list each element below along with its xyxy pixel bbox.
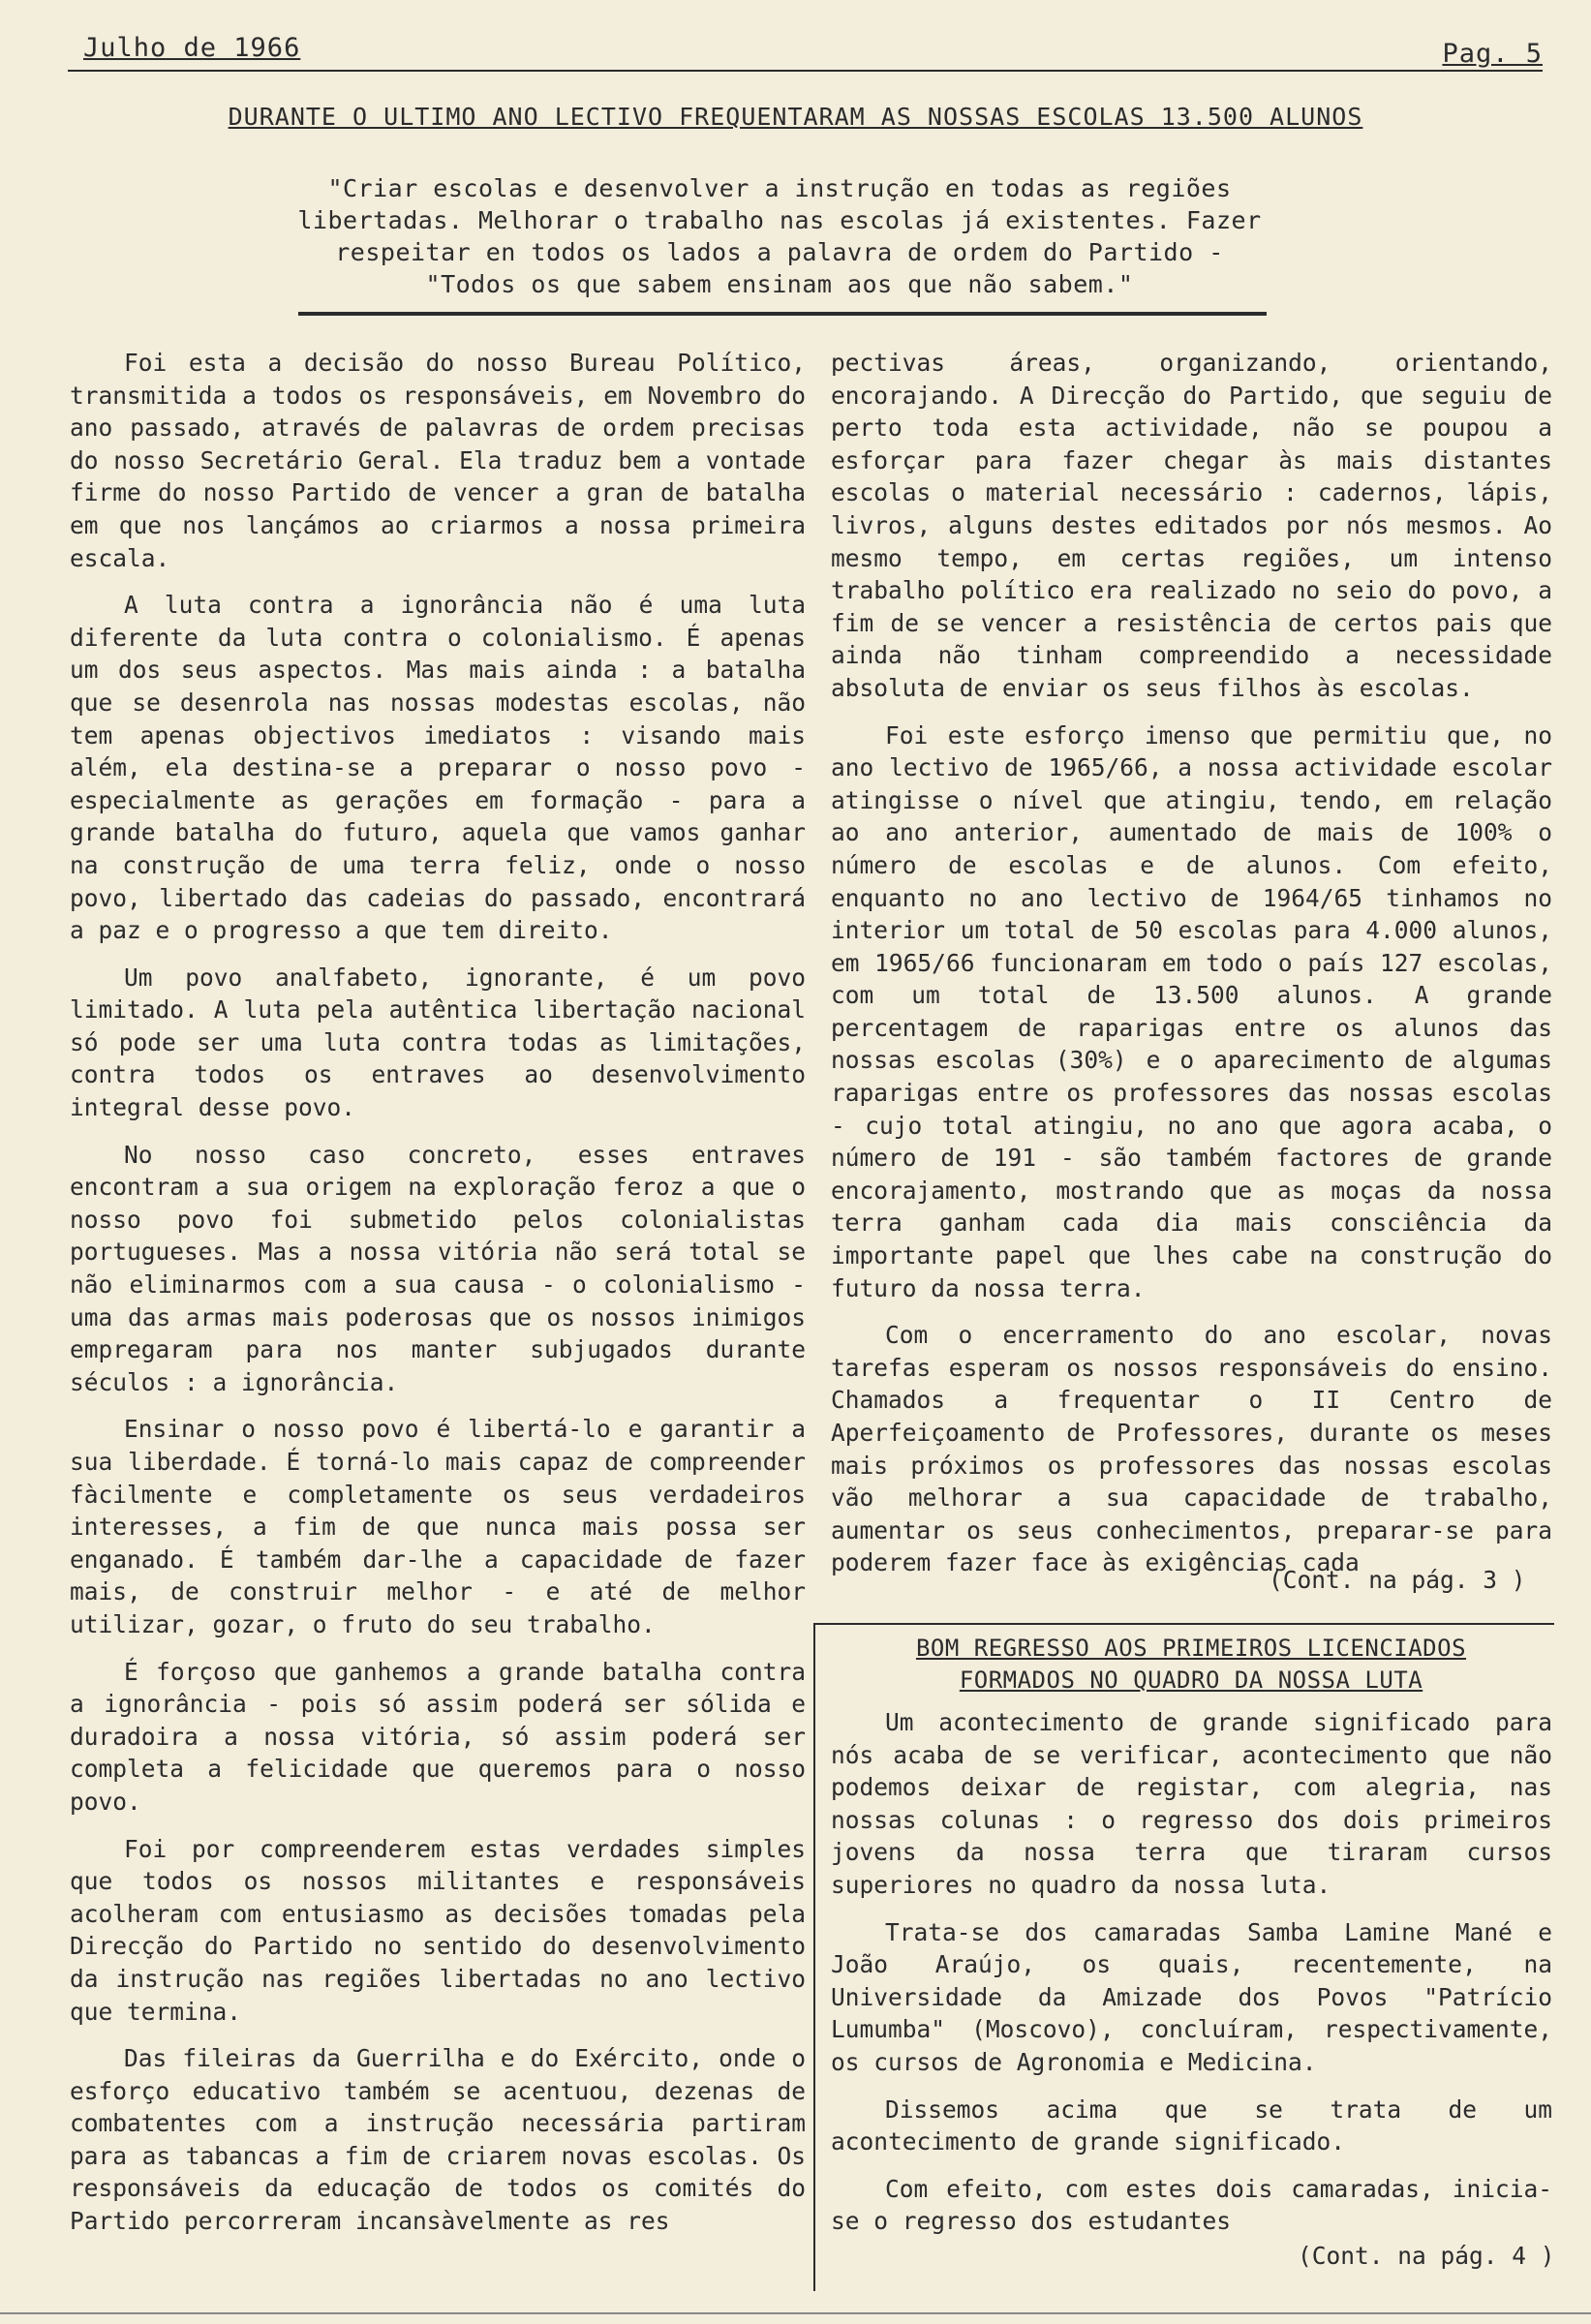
- box-article: [831, 1706, 1552, 2252]
- paragraph: Trata-se dos camaradas Samba Lamine Mané e João Araújo, os quais, recentemente, na Universidade da Amizade dos Povos "Patrício Lumumba" (Moscovo), concluíram, respectivamente, os cursos de Agronomia e Medicina.: [831, 1917, 1552, 2076]
- paragraph: Com o encerramento do ano escolar, novas tarefas esperam os nossos responsáveis do ensino. Chamados a frequentar o II Centro de Aperfeiçoamento de Professores, durante os meses mais próximos os professores das nossas escolas vão melhorar a sua capacidade de trabalho, aumentar os seus conhecimentos, preparar-se para poderem fazer face às exigências cada: [831, 1321, 1552, 1577]
- page-number: Pag. 5: [1442, 39, 1543, 69]
- paragraph: Um acontecimento de grande significado para nós acaba de se verificar, acontecimento que não podemos deixar de registar, com alegria, nas nossas colunas : o regresso dos dois primeiros jovens da nossa terra que tiraram cursos superiores no quadro da nossa luta.: [831, 1708, 1552, 1899]
- left-column: [70, 347, 806, 2252]
- box-headline-line2: FORMADOS NO QUADRO DA NOSSA LUTA: [959, 1667, 1423, 1694]
- paragraph: É forçoso que ganhemos a grande batalha contra a ignorância - pois só assim poderá ser sólida e duradoira a nossa vitória, só assim poderá ser completa a felicidade que queremos para o nosso povo.: [70, 1657, 806, 1816]
- box-border-top: [813, 1623, 1554, 1625]
- paragraph: Com efeito, com estes dois camaradas, inicia-se o regresso dos estudantes: [831, 2174, 1552, 2236]
- paragraph: Dissemos acima que se trata de um acontecimento de grande significado.: [831, 2095, 1552, 2156]
- paragraph: A luta contra a ignorância não é uma luta diferente da luta contra o colonialismo. É apenas um dos seus aspectos. Mas mais ainda : a batalha que se desenrola nas nossas modestas escolas, não tem apenas objectivos imediatos : visando mais além, ela destina-se a preparar o nosso povo - especialmente as gerações em formação - para a grande batalha do futuro, aquela que vamos ganhar na construção de uma terra feliz, onde o nosso povo, libertado das cadeias do passado, encontrará a paz e o progresso a que tem direito.: [70, 591, 806, 945]
- paragraph: Um povo analfabeto, ignorante, é um povo limitado. A luta pela autêntica libertação nacional só pode ser uma luta contra todas as limitações, contra todos os entraves ao desenvolvimento integral desse povo.: [70, 963, 806, 1122]
- paragraph: No nosso caso concreto, esses entraves encontram a sua origem na exploração feroz a que o nosso povo foi submetido pelos colonialistas portugueses. Mas a nossa vitória não será total se não eliminarmos com a sua causa - o colonialismo - uma das armas mais poderosas que os nossos inimigos empregaram para nos manter subjugados durante séculos : a ignorância.: [70, 1140, 806, 1396]
- paragraph: Das fileiras da Guerrilha e do Exército, onde o esforço educativo também se acentuou, dezenas de combatentes com a instrução necessária partiram para as tabancas a fim de criarem novas escolas. Os responsáveis da educação de todos os comités do Partido percorreram incansàvelmente as res: [70, 2044, 806, 2236]
- paragraph: Ensinar o nosso povo é libertá-lo e garantir a sua liberdade. É torná-lo mais capaz de compreender fàcilmente e completamente os seus verdadeiros interesses, a fim de que nunca mais possa ser enganado. É também dar-lhe a capacidade de fazer mais, de construir melhor - e até de melhor utilizar, gozar, o fruto do seu trabalho.: [70, 1415, 806, 1638]
- epigraph-quote: "Criar escolas e desenvolver a instrução en todas as regiões libertadas. Melhorar o trabalho nas escolas já existentes. Fazer respeitar en todos os lados a palavra de ordem do Partido - "Todos os que sabem ensinam aos que não sabem.": [297, 174, 1262, 298]
- paragraph: Foi por compreenderem estas verdades simples que todos os nossos militantes e responsáveis acolheram com entusiasmo as decisões tomadas pela Direcção do Partido no sentido do desenvolvimento da instrução nas regiões libertadas no ano lectivo que termina.: [70, 1834, 806, 2026]
- paragraph-continued: pectivas áreas, organizando, orientando, encorajando. A Direcção do Partido, que seguiu de perto toda esta actividade, não se poupou a esforçar para fazer chegar às mais distantes escolas o material necessário : cadernos, lápis, livros, alguns destes editados por nós mesmos. Ao mesmo tempo, em certas regiões, um intenso trabalho político era realizado no seio do povo, a fim de se vencer a resistência de certos pais que ainda não tinham compreendido a necessidade absoluta de enviar os seus filhos às escolas.: [831, 349, 1552, 702]
- paragraph: Foi esta a decisão do nosso Bureau Político, transmitida a todos os responsáveis, em Novembro do ano passado, através de palavras de ordem precisas do nosso Secretário Geral. Ela traduz bem a vontade firme do nosso Partido de vencer a gran de batalha em que nos lançámos ao criarmos a nossa primeira escala.: [70, 349, 806, 572]
- right-column: [831, 347, 1552, 1594]
- quote-divider: [298, 312, 1267, 316]
- paragraph: Foi este esforço imenso que permitiu que, no ano lectivo de 1965/66, a nossa actividade escolar atingisse o nível que atingiu, tendo, em relação ao ano anterior, aumentado de mais de 100% o número de escolas e de alunos. Com efeito, enquanto no ano lectivo de 1964/65 tinhamos no interior um total de 50 escolas para 4.000 alunos, em 1965/66 funcionaram em todo o país 127 escolas, com um total de 13.500 alunos. A grande percentagem de raparigas entre os alunos das nossas escolas (30%) e o aparecimento de algumas raparigas entre os professores das nossas escolas - cujo total atingiu, no ano que agora acaba, o número de 191 - são também factores de grande encorajamento, mostrando que as moças da nossa terra ganham cada dia mais consciência da importante papel que lhes cabe na construção do futuro da nossa terra.: [831, 720, 1552, 1302]
- box-headline: [833, 1633, 1549, 1697]
- header-divider: [68, 70, 1543, 72]
- box-headline-line1: BOM REGRESSO AOS PRIMEIROS LICENCIADOS: [915, 1635, 1467, 1662]
- box-border-left: [813, 1623, 815, 2291]
- page-bottom-edge: [0, 2312, 1591, 2314]
- box-continuation-note: (Cont. na pág. 4 ): [1298, 2242, 1555, 2270]
- continuation-note: (Cont. na pág. 3 ): [1269, 1566, 1526, 1594]
- article-headline: DURANTE O ULTIMO ANO LECTIVO FREQUENTARAM AS NOSSAS ESCOLAS 13.500 ALUNOS: [228, 103, 1363, 131]
- issue-date: Julho de 1966: [83, 33, 301, 63]
